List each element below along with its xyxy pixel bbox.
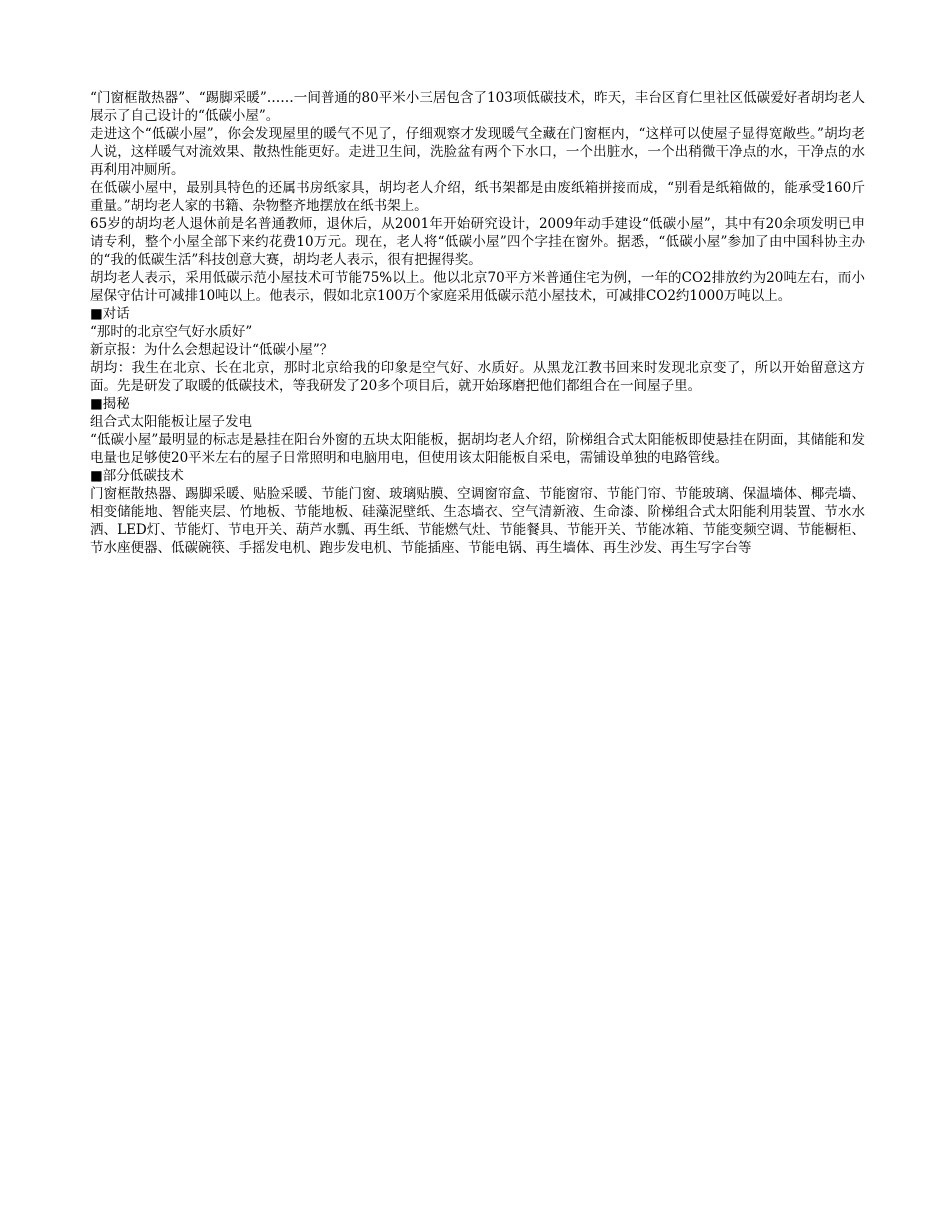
background-paragraph: 65岁的胡均老人退休前是名普通教师，退休后，从2001年开始研究设计，2009年动手建设“低碳小屋”，其中有20余项发明已申请专利，整个小屋全部下来约花费10万元。现在，老人将“低碳小屋”四个字挂在窗外。据悉，“低碳小屋”参加了由中国科协主办的“我的低碳生活”科技创意大赛，胡均老人表示，很有把握得奖。 — [90, 216, 865, 268]
section-heading-dialogue: ■对话 — [90, 306, 130, 322]
energy-saving-paragraph: 胡均老人表示，采用低碳示范小屋技术可节能75%以上。他以北京70平方米普通住宅为例，一年的CO2排放约为20吨左右，而小屋保守估计可减排10吨以上。他表示，假如北京100万个家庭采用低碳示范小屋技术，可减排CO2约1000万吨以上。 — [90, 270, 865, 304]
dialogue-answer: 胡均：我生在北京、长在北京，那时北京给我的印象是空气好、水质好。从黑龙江教书回来时发现北京变了，所以开始留意这方面。先是研发了取暖的低碳技术，等我研发了20多个项目后，就开始琢磨把他们都组合在一间屋子里。 — [90, 360, 865, 394]
solar-panel-paragraph: “低碳小屋”最明显的标志是悬挂在阳台外窗的五块太阳能板，据胡均老人介绍，阶梯组合式太阳能板即使悬挂在阴面，其储能和发电量也足够使20平米左右的屋子日常照明和电脑用电，但使用该太阳能板自采电，需铺设单独的电路管线。 — [90, 432, 865, 466]
intro-paragraph: “门窗框散热器”、“踢脚采暖”……一间普通的80平米小三居包含了103项低碳技术，昨天，丰台区育仁里社区低碳爱好者胡均老人展示了自己设计的“低碳小屋”。 — [90, 90, 865, 124]
reveal-title: 组合式太阳能板让屋子发电 — [90, 414, 252, 430]
dialogue-title: “那时的北京空气好水质好” — [90, 324, 253, 340]
article-body — [90, 89, 865, 557]
paper-furniture-paragraph: 在低碳小屋中，最别具特色的还属书房纸家具，胡均老人介绍，纸书架都是由废纸箱拼接而成，“别看是纸箱做的，能承受160斤重量。”胡均老人家的书籍、杂物整齐地摆放在纸书架上。 — [90, 180, 865, 214]
technologies-list: 门窗框散热器、踢脚采暖、贴脸采暖、节能门窗、玻璃贴膜、空调窗帘盒、节能窗帘、节能门帘、节能玻璃、保温墙体、椰壳墙、相变储能地、智能夹层、竹地板、节能地板、硅藻泥壁纸、生态墙衣、空气清新液、生命漆、阶梯组合式太阳能利用装置、节水水洒、LED灯、节能灯、节电开关、葫芦水瓢、再生纸、节能燃气灶、节能餐具、节能开关、节能冰箱、节能变频空调、节能橱柜、节水座便器、低碳碗筷、手摇发电机、跑步发电机、节能插座、节能电锅、再生墙体、再生沙发、再生写字台等 — [90, 486, 865, 556]
section-heading-reveal: ■揭秘 — [90, 396, 130, 412]
section-heading-technologies: ■部分低碳技术 — [90, 468, 184, 484]
dialogue-question: 新京报：为什么会想起设计“低碳小屋”？ — [90, 342, 334, 358]
heating-paragraph: 走进这个“低碳小屋”，你会发现屋里的暖气不见了，仔细观察才发现暖气全藏在门窗框内，“这样可以使屋子显得宽敞些。”胡均老人说，这样暖气对流效果、散热性能更好。走进卫生间，洗脸盆有两个下水口，一个出脏水，一个出稍微干净点的水，干净点的水再利用冲厕所。 — [90, 126, 865, 178]
